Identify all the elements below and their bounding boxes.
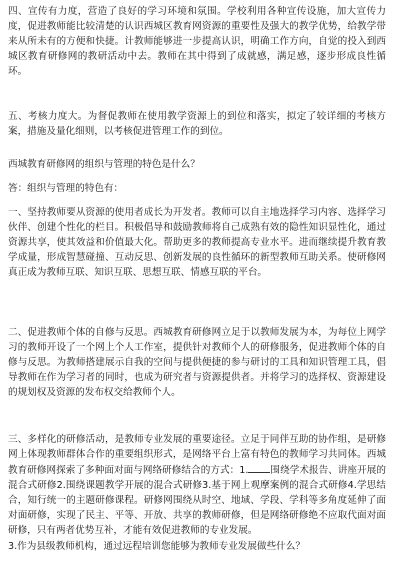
- paragraph-point-three-start: 三、多样化的研修活动，是教师专业发展的重要途径。立足于同伴互助的协作组，是研修网上体现教师群体合作的重要组织形式，是网络平台上富有特色的教师学习共同体。西城教育研修网探索了多种面对面与网络研修结合的方式：1.: [8, 434, 386, 476]
- paragraph-publicity: 四、宣传有力度，营造了良好的学习环境和氛围。学校利用各种宣传设施，加大宣传力度，促进教师能比较清楚的认识西城区教育网资源的重要性及强大的教学优势，给教学带来从所未有的方便和快捷。计教师能够进一步提高认识，明确工作方向，自觉的投入到西城区教育研修网的教研活动中去。教师在其中得到了成就感，满足感，逐步形成良性循环。: [8, 6, 386, 77]
- answer-intro: 答：组织与管理的特色有：: [8, 183, 124, 194]
- question-heading: 西城教育研修网的组织与管理的特色是什么？: [8, 159, 200, 170]
- paragraph-point-three: [8, 432, 386, 538]
- paragraph-point-one: 一、坚持教师要从资源的使用者成长为开发者。教师可以自主地选择学习内容、选择学习伙伴、创建个性化的栏目。积极倡导和鼓励教师将自己成熟有效的隐性知识显性化，通过资源共享，使其效益和价值最大化。帮助更多的教师提高专业水平。进而继续提升教育教学成量，形成智慧碰撞、互动反思、创新发展的良性循环的新型教师互助关系。使研修网真正成为教师互联、知识互联、思想互联、情感互联的平台。: [8, 207, 386, 278]
- paragraph-assessment: 五、考核力度大。为督促教师在使用教学资源上的到位和落实，拟定了较详细的考核方案，措施及量化细则，以考核促进管理工作的到位。: [8, 111, 386, 137]
- question-three: 3.作为县级教师机构，通过远程培训您能够为教师专业发展做些什么？: [8, 541, 305, 552]
- blank-underline: [248, 462, 270, 473]
- paragraph-point-two: 二、促进教师个体的自修与反思。西城教育研修网立足于以教师发展为本，为每位上网学习的教师开设了一个网上个人工作室，提供针对教师个人的研修服务，促进教师个体的自修与反思。为教师搭建展示自我的空间与提供便捷的参与研讨的工具和知识管理工具，倡导教师在作为学习者的同时，也成为研究者与资源提供者。并将学习的选择权、资源建设的规划权及资源的发布权交给教师个人。: [8, 327, 386, 398]
- paragraph-point-three-rest: 围绕学术报告、讲座开展的混合式研修2.围绕课题教学开展的混合式研修3.基于网上观摩案例的混合式研修4.学思结合，知行统一的主题研修课程。研修网围绕从时空、地域、学段、学科等多角度延伸了面对面研修，实现了民主、平等、开放、共享的教师研修，但是网络研修绝不应取代面对面研修，只有两者优势互补，才能有效促进教师的专业发展。: [8, 465, 387, 536]
